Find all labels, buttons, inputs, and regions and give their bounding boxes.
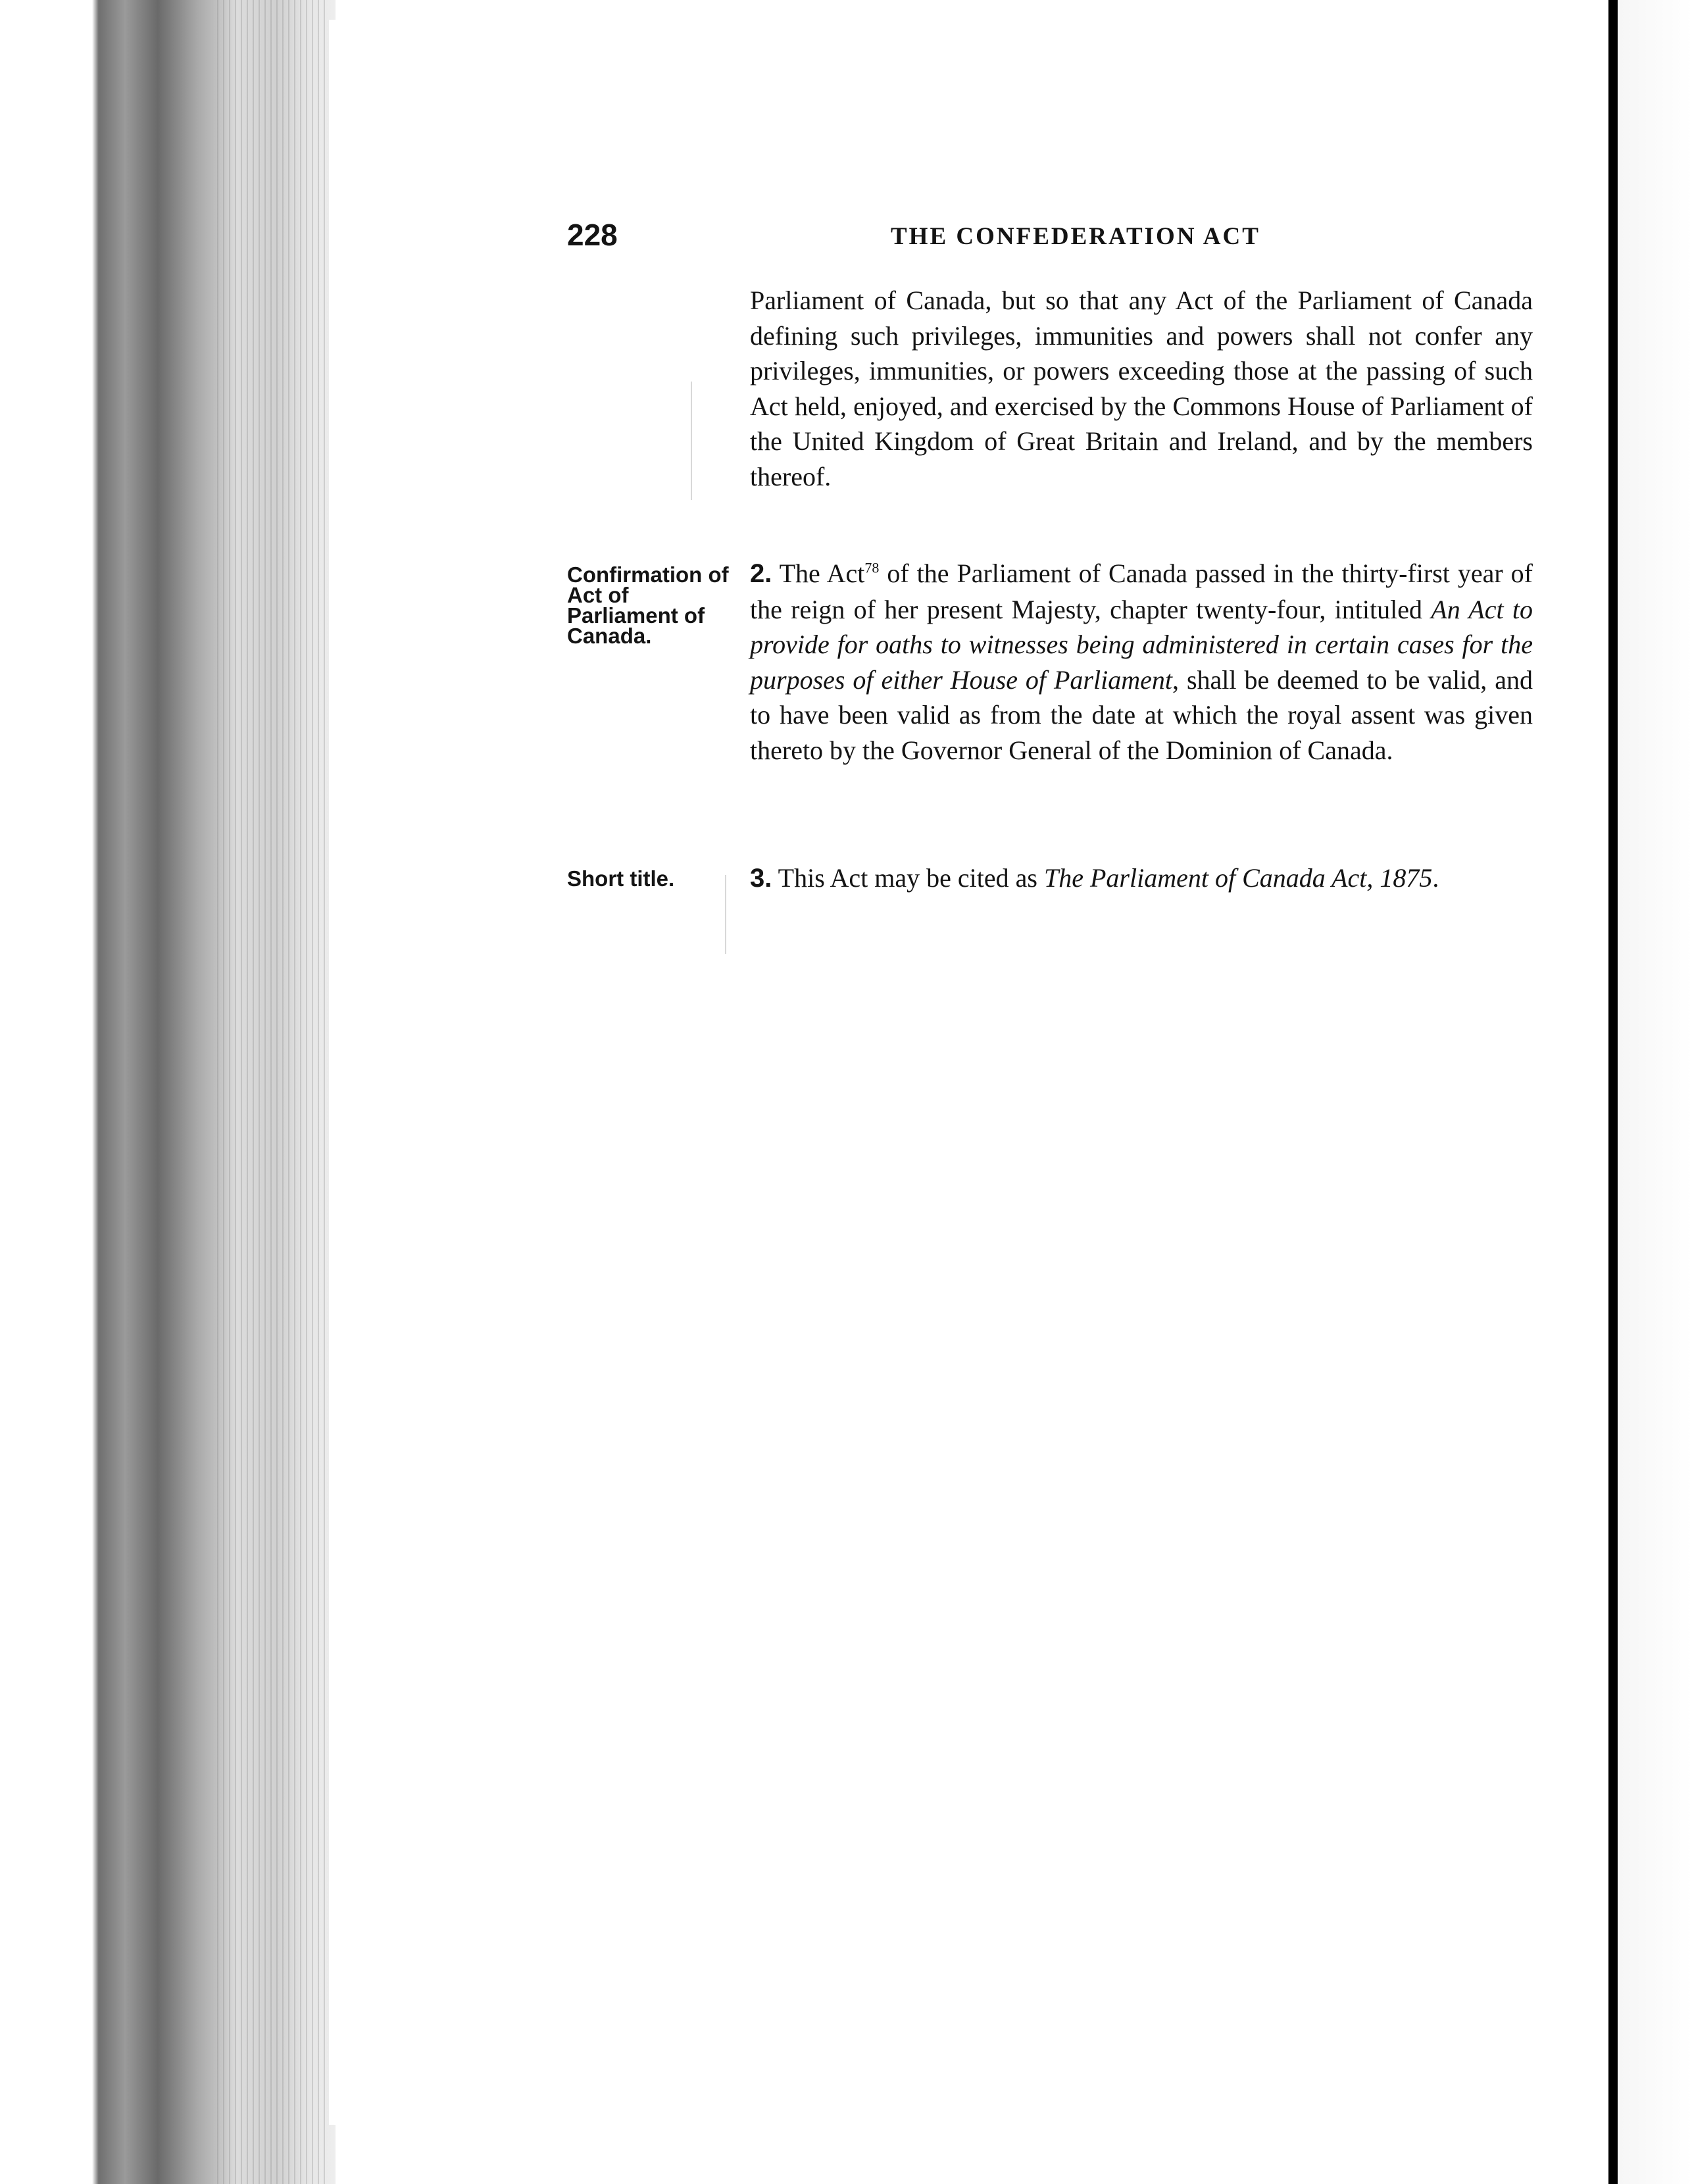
margin-note-short-title: Short title. <box>567 866 675 891</box>
facing-page-edge <box>1618 0 1692 2184</box>
page-header <box>567 217 1534 257</box>
page-stack-stripes <box>217 0 329 2184</box>
footnote-reference: 78 <box>864 559 880 576</box>
act-title: An Act to provide for oaths to witnesses being administered in certain cases for the purposes of either House of Parliament <box>750 594 1533 695</box>
section-text: . <box>1432 863 1439 893</box>
margin-rule <box>691 382 692 500</box>
book-page-edges <box>0 0 336 2184</box>
section-2 <box>750 556 1533 768</box>
section-number: 2. <box>750 559 772 588</box>
paragraph-continued <box>750 283 1533 494</box>
act-title: The Parliament of Canada Act, 1875 <box>1043 863 1433 893</box>
page-number: 228 <box>567 218 618 252</box>
section-text: This Act may be cited as <box>778 863 1044 893</box>
section-number: 3. <box>750 864 772 893</box>
section-text: The Act <box>779 558 865 588</box>
paragraph-text: Parliament of Canada, but so that any Act of the Parliament of Canada defining such privileges, immunities and powers shall not confer any privileges, immunities, or powers exceeding those at the passing of such Act held, enjoyed, and exercised by the Commons House of Parliament of the United Kingdom of Great Britain and Ireland, and by the members thereof. <box>750 285 1533 491</box>
section-text: , shall be deemed to be valid, and to have been valid as from the date at which the royal assent was given thereto by the Governor General of the Dominion of Canada. <box>750 664 1533 765</box>
gutter-shadow <box>1608 0 1618 2184</box>
section-3 <box>750 860 1533 897</box>
section-text: of the Parliament of Canada passed in the thirty-first year of the reign of her present Majesty, chapter twenty-four, intituled <box>750 558 1533 624</box>
margin-note-confirmation: Confirmation of Act of Parliament of Canada. <box>567 562 729 648</box>
running-head: THE CONFEDERATION ACT <box>891 223 1260 250</box>
